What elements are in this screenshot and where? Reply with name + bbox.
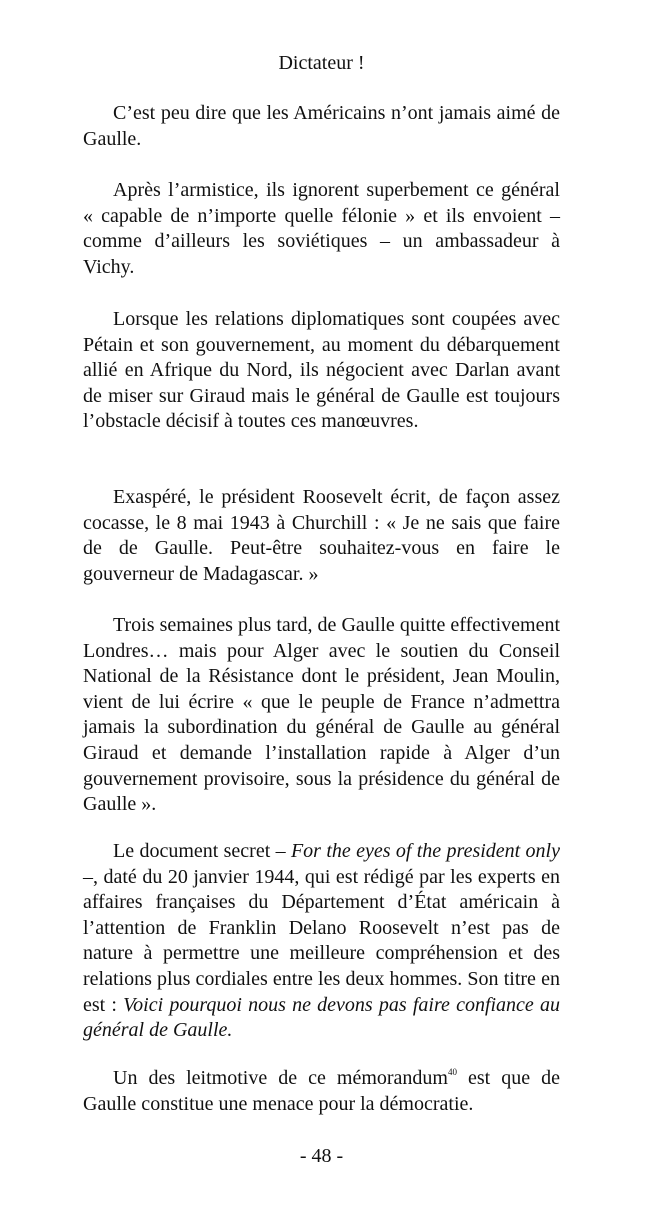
paragraph-1: C’est peu dire que les Américains n’ont jamais aimé de Gaulle. xyxy=(83,102,560,150)
paragraph-2: Après l’armistice, ils ignorent superbement ce général « capable de n’importe quelle félonie » et ils envoient – comme d’ailleurs les soviétiques – un ambassadeur à Vichy. xyxy=(83,179,560,278)
document-label: For the eyes of the president only xyxy=(290,840,560,862)
paragraph-5: Trois semaines plus tard, de Gaulle quitte effectivement Londres… mais pour Alger avec le soutien du Conseil National de la Résistance dont le président, Jean Moulin, vient de lui écrire « que le peuple de France n’admettra jamais la subordination du général de Gaulle au général Giraud et demande l’installation rapide à Alger d’un gouvernement provisoire, sous la présidence du général de Gaulle ». xyxy=(83,614,560,816)
chapter-title: Dictateur ! xyxy=(278,52,365,74)
paragraph-6-start: Le document secret – xyxy=(113,840,291,862)
paragraph-7 xyxy=(83,1066,560,1117)
paragraph-6-middle: –, daté du 20 janvier 1944, qui est rédigé par les experts en affaires françaises du Département d’État américain à l’attention de Franklin Delano Roosevelt n’est pas de nature à permettre une meilleure compréhension et des relations plus cordiales entre les deux hommes. Son titre en est : xyxy=(83,865,560,1016)
page-number: - 48 - xyxy=(299,1145,344,1167)
paragraph-7-start: Un des leitmotive de ce mémorandum xyxy=(113,1067,448,1089)
paragraph-7-end: est que de Gaulle constitue une menace pour la démocratie. xyxy=(83,1067,560,1115)
paragraph-4: Exaspéré, le président Roosevelt écrit, de façon assez cocasse, le 8 mai 1943 à Churchill : « Je ne sais que faire de de Gaulle. Peut-être souhaitez-vous en faire le gouverneur de Madagascar. » xyxy=(83,486,560,585)
footnote-ref[interactable]: 40 xyxy=(447,1067,457,1077)
paragraph-6 xyxy=(83,839,560,1044)
paragraph-3: Lorsque les relations diplomatiques sont coupées avec Pétain et son gouvernement, au moment du débarquement allié en Afrique du Nord, ils négocient avec Darlan avant de miser sur Giraud mais le général de Gaulle est toujours l’obstacle décisif à toutes ces manœuvres. xyxy=(83,308,560,433)
document-title: Voici pourquoi nous ne devons pas faire confiance au général de Gaulle. xyxy=(83,993,560,1042)
